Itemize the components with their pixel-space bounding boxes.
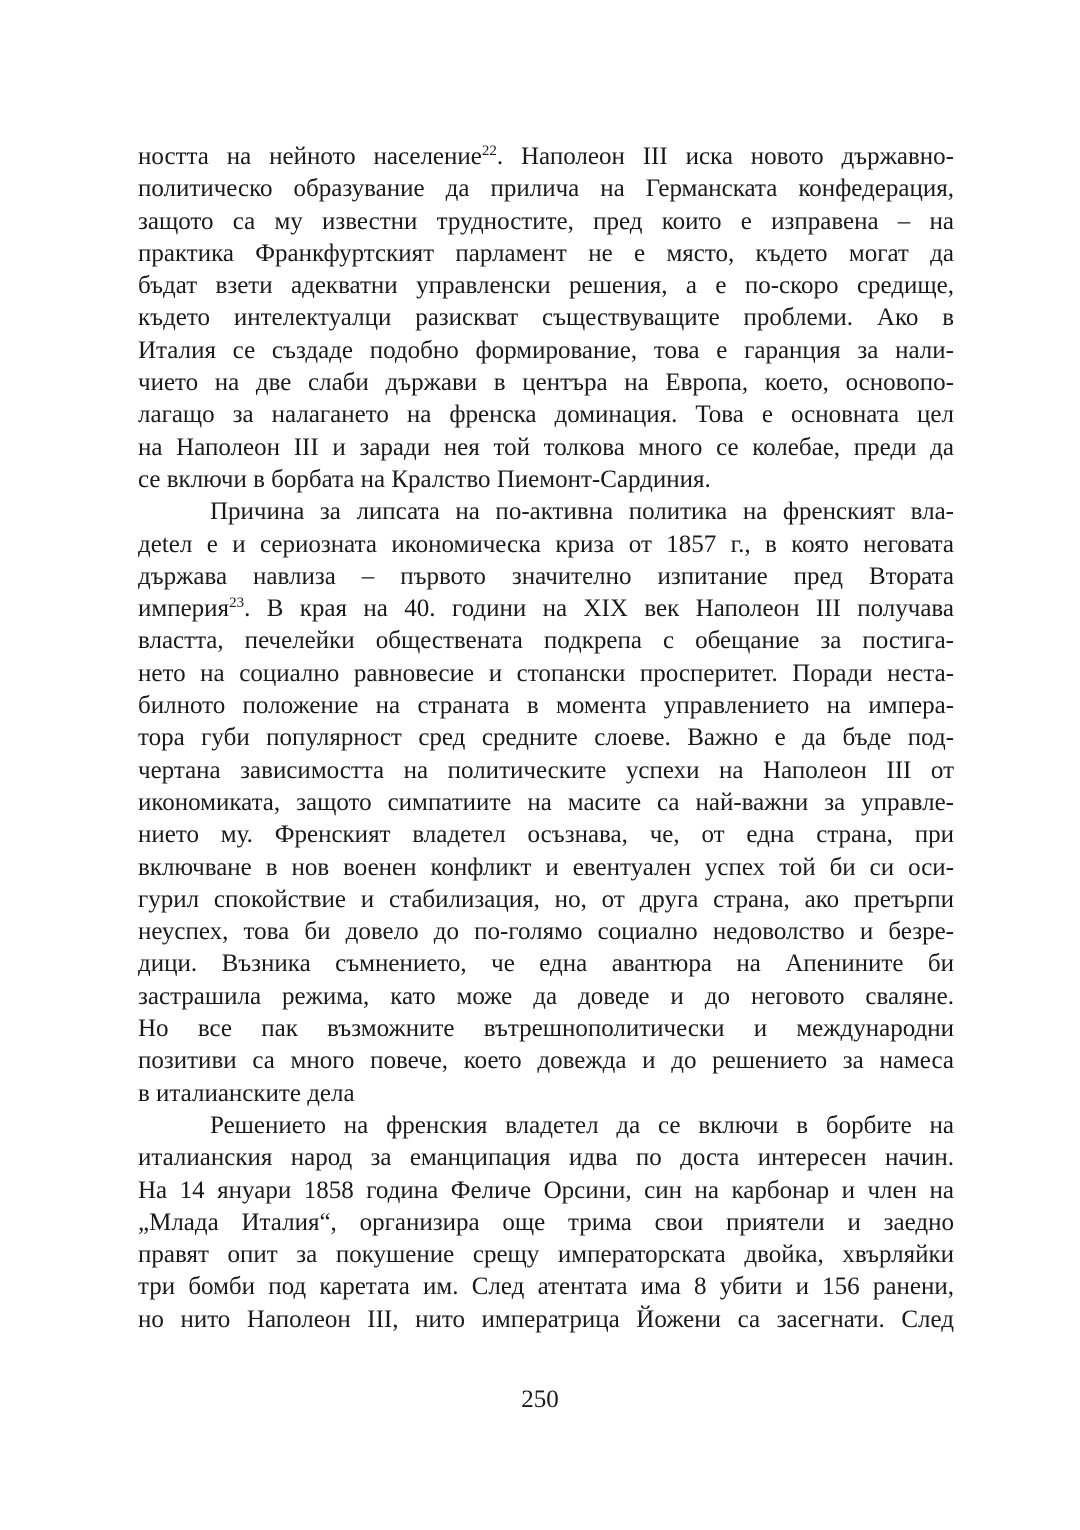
text-line xyxy=(138,1271,954,1303)
text-line xyxy=(138,755,954,787)
text-run: икономиката, защото симпатиите на масите са най-важни за управле- xyxy=(138,788,954,816)
text-run: нието му. Френският владетел осъзнава, че, от една страна, при xyxy=(138,821,954,849)
text-run: чертана зависимостта на политическите успехи на Наполеон III от xyxy=(138,756,954,784)
text-run: защото са му известни трудностите, пред които е изправена – на xyxy=(138,207,954,235)
paragraph xyxy=(138,1110,954,1336)
text-run: властта, печелейки обществената подкрепа с обещание за постига- xyxy=(138,627,954,655)
text-run: тора губи популярност сред средните слоеве. Важно е да бъде под- xyxy=(138,724,954,752)
text-run: на Наполеон III и заради нея той толкова много се колебае, преди да xyxy=(138,433,954,461)
text-line xyxy=(138,1110,954,1142)
text-run: Причина за липсата на по-активна политика на френският вла- xyxy=(210,498,954,526)
text-run: практика Франкфуртският парламент не е място, където могат да xyxy=(138,239,954,267)
text-line xyxy=(138,1304,954,1336)
text-line xyxy=(138,464,954,496)
text-run: На 14 януари 1858 година Феличе Орсини, син на карбонар и член на xyxy=(138,1176,954,1204)
paragraph xyxy=(138,496,954,1110)
text-line xyxy=(138,948,954,980)
text-line xyxy=(138,722,954,754)
text-run: политическо образувание да прилича на Германската конфедерация, xyxy=(138,175,954,203)
text-run: застрашила режима, като може да доведе и до неговото сваляне. xyxy=(138,982,954,1010)
text-line xyxy=(138,529,954,561)
text-line xyxy=(138,625,954,657)
paragraph xyxy=(138,141,954,496)
text-line xyxy=(138,238,954,270)
text-line xyxy=(138,1013,954,1045)
text-run: държава навлиза – първото значително изпитание пред Втората xyxy=(138,562,954,590)
text-run: италианския народ за еманципация идва по доста интересен начин. xyxy=(138,1144,954,1172)
text-line xyxy=(138,690,954,722)
text-run: в италианските дела xyxy=(138,1079,355,1107)
text-run: включване в нов военен конфликт и евентуален успех той би си оси- xyxy=(138,853,954,881)
text-line xyxy=(138,884,954,916)
text-run: . Наполеон III иска новото държавно- xyxy=(496,143,954,170)
text-run: неуспех, това би довело до по-голямо социално недоволство и безре- xyxy=(138,918,954,946)
text-run: правят опит за покушение срещу императорската двойка, хвърляйки xyxy=(138,1241,954,1269)
text-run: Италия се създаде подобно формирование, това е гаранция за нали- xyxy=(138,336,954,364)
text-line xyxy=(138,206,954,238)
text-run: чието на две слаби държави в центъра на Европа, което, основопо- xyxy=(138,369,954,397)
text-run: нето на социално равновесие и стопански просперитет. Поради неста- xyxy=(138,659,954,687)
text-line xyxy=(138,819,954,851)
text-run: билното положение на страната в момента управлението на импера- xyxy=(138,692,954,720)
text-line xyxy=(138,1045,954,1077)
text-run: позитиви са много повече, което довежда и до решението за намеса xyxy=(138,1047,954,1075)
body-text xyxy=(138,141,954,1336)
text-run: Но все пак възможните вътрешнополитически и международни xyxy=(138,1015,954,1043)
text-line xyxy=(138,335,954,367)
text-line xyxy=(138,1239,954,1271)
text-line xyxy=(138,916,954,948)
text-line xyxy=(138,852,954,884)
footnote-marker: 23 xyxy=(229,595,245,612)
text-run: три бомби под каретата им. След атентата има 8 убити и 156 ранени, xyxy=(138,1273,954,1301)
text-run: дици. Възника съмнението, че една авантюра на Апенините би xyxy=(138,950,954,978)
text-line xyxy=(138,593,954,625)
footnote-marker: 22 xyxy=(481,143,497,159)
text-line xyxy=(138,1078,954,1110)
page-number: 250 xyxy=(521,1386,559,1413)
text-line xyxy=(138,496,954,528)
text-run: империя xyxy=(138,595,230,623)
text-line xyxy=(138,658,954,690)
text-line xyxy=(138,432,954,464)
text-run: гурил спокойствие и стабилизация, но, от друга страна, ако претърпи xyxy=(138,885,954,913)
text-run: „Млада Италия“, организира още трима свои приятели и заедно xyxy=(138,1208,954,1236)
text-line xyxy=(138,173,954,205)
text-run: се включи в борбата на Кралство Пиемонт-Сардиния. xyxy=(138,465,711,493)
text-line xyxy=(138,302,954,334)
text-line xyxy=(138,367,954,399)
text-run: ността на нейното население xyxy=(138,143,482,170)
text-run: Решението на френския владетел да се включи в борбите на xyxy=(210,1111,954,1139)
text-line xyxy=(138,981,954,1013)
text-line xyxy=(138,270,954,302)
text-run: но нито Наполеон III, нито императрица Йожени са засегнати. След xyxy=(138,1305,954,1333)
text-line xyxy=(138,561,954,593)
text-run: където интелектуалци разискват съществуващите проблеми. Ако в xyxy=(138,304,954,332)
text-line xyxy=(138,787,954,819)
text-run: лагащо за налагането на френска доминация. Това е основната цел xyxy=(138,401,954,429)
text-run: дetел е и сериозната икономическа криза от 1857 г., в която неговата xyxy=(138,530,954,558)
text-run: бъдат взети адекватни управленски решения, а е по-скоро средище, xyxy=(138,272,954,300)
text-line xyxy=(138,1207,954,1239)
text-line xyxy=(138,1142,954,1174)
text-line xyxy=(138,399,954,431)
text-run: . В края на 40. години на XIX век Наполеон III получава xyxy=(244,595,954,623)
text-line xyxy=(138,141,954,173)
text-line xyxy=(138,1175,954,1207)
